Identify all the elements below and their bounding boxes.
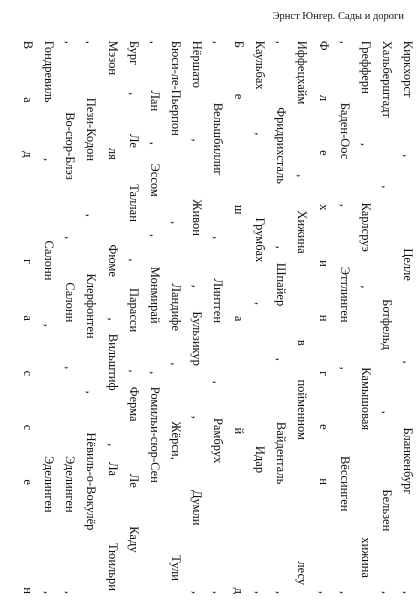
place-name-token: Грефферн: [358, 40, 373, 94]
place-name-token: ,: [42, 157, 57, 162]
place-name-token: а: [232, 315, 247, 322]
place-name-token: ,: [379, 590, 394, 594]
text-line: [335, 38, 355, 596]
place-name-token: Парасси: [126, 287, 141, 333]
rotated-text-block: [8, 38, 418, 596]
place-name-token: Ботфельд: [379, 299, 394, 350]
place-name-token: Каду: [126, 526, 141, 553]
place-name-token: лесу: [295, 561, 310, 586]
place-name-token: ,: [84, 390, 99, 394]
place-name-token: Тюильри: [105, 542, 120, 591]
place-name-token: н: [21, 587, 36, 594]
place-name-token: Вильштиф: [105, 333, 120, 391]
place-name-token: Бланкенбург: [401, 427, 415, 495]
text-line: [187, 38, 207, 596]
place-name-token: с: [21, 424, 36, 431]
place-name-token: ,: [147, 371, 162, 375]
place-name-token: Ф: [316, 40, 331, 51]
place-name-token: Каульбах: [253, 40, 268, 90]
place-name-token: ,: [42, 590, 57, 594]
place-name-token: Монмирай: [147, 266, 162, 324]
text-line: [18, 38, 38, 596]
place-name-token: хижина: [358, 537, 373, 578]
text-line: [271, 38, 291, 596]
place-name-token: ,: [211, 590, 226, 594]
place-name-token: Эделинген: [42, 455, 57, 513]
place-name-token: Тули: [168, 555, 183, 581]
place-name-token: Бург: [126, 40, 141, 66]
place-name-token: ,: [126, 92, 141, 96]
place-name-token: Ла: [105, 462, 120, 477]
place-name-token: е: [21, 479, 36, 485]
place-name-token: Эттлинген: [337, 266, 352, 323]
place-name-token: ,: [211, 40, 226, 44]
place-name-token: Пези-Кодон: [84, 97, 99, 162]
text-line: [356, 38, 376, 596]
place-name-token: х: [316, 204, 331, 211]
place-name-token: Бюси-ле-Пьерпон: [168, 40, 183, 136]
place-name-token: ,: [168, 362, 183, 366]
place-name-token: ш: [232, 204, 247, 215]
text-line: [103, 38, 123, 596]
place-name-token: е: [232, 93, 247, 100]
place-name-token: ,: [63, 40, 78, 44]
place-name-token: ,: [274, 245, 289, 249]
place-name-token: Фюме: [105, 244, 120, 277]
place-name-token: ля: [105, 147, 120, 160]
place-name-token: л: [316, 94, 331, 102]
place-name-token: ,: [147, 141, 162, 145]
place-name-token: а: [21, 315, 36, 321]
place-name-token: Шпайер: [274, 262, 289, 307]
place-name-token: д: [232, 587, 247, 594]
place-name-token: Фридрихсталь: [274, 107, 289, 184]
text-line: [293, 38, 313, 596]
place-name-token: ,: [84, 213, 99, 217]
text-line: [229, 38, 249, 596]
place-name-token: Рамбрух: [211, 417, 226, 464]
place-name-token: ,: [190, 590, 204, 594]
place-name-token: ,: [401, 590, 415, 594]
place-name-token: Салонн: [42, 240, 57, 281]
place-name-token: Вайденталь: [274, 421, 289, 485]
place-name-token: ,: [401, 154, 415, 158]
place-name-token: Линтген: [211, 278, 226, 324]
place-name-token: ,: [211, 236, 226, 240]
place-name-token: ,: [63, 590, 78, 594]
place-name-token: ,: [253, 301, 268, 306]
place-name-token: н: [316, 478, 331, 485]
place-name-token: Клерфонтен: [84, 273, 99, 339]
place-name-token: Во-сюр-Блэз: [63, 112, 78, 180]
place-name-token: ,: [42, 323, 57, 327]
place-name-token: ,: [337, 40, 352, 44]
place-name-token: ,: [168, 221, 183, 225]
text-line: [124, 38, 144, 596]
place-name-token: ,: [337, 590, 352, 594]
place-name-token: ,: [126, 369, 141, 373]
place-name-token: Киркхорст: [401, 40, 415, 98]
place-name-token: ,: [274, 40, 289, 44]
place-name-token: а: [21, 97, 36, 103]
place-name-token: г: [21, 258, 36, 265]
place-name-token: ,: [63, 236, 78, 240]
place-name-token: Ле: [126, 473, 141, 488]
place-name-token: ,: [253, 132, 268, 136]
place-name-token: ,: [147, 233, 162, 237]
place-name-token: Лан: [147, 90, 162, 112]
place-name-token: е: [316, 424, 331, 430]
place-name-token: Грумбах: [253, 217, 268, 263]
place-name-token: ,: [253, 590, 268, 594]
place-name-token: д: [21, 151, 36, 158]
text-line: [60, 38, 80, 596]
text-line: [377, 38, 397, 596]
place-name-token: ,: [358, 142, 373, 147]
place-name-token: Идар: [253, 445, 268, 474]
place-name-token: ,: [190, 138, 204, 142]
place-name-token: Таллан: [126, 184, 141, 222]
place-name-token: ,: [316, 590, 331, 594]
place-name-token: в: [295, 339, 310, 346]
place-name-token: Бельзен: [379, 489, 394, 532]
place-name-token: Ландифе: [168, 283, 183, 331]
place-name-token: Хижина: [295, 210, 310, 254]
place-name-token: В: [21, 40, 36, 50]
place-name-token: г: [316, 371, 331, 377]
running-head: Эрнст Юнгер. Сады и дороги: [272, 11, 404, 22]
place-name-token: Нёршато: [190, 40, 204, 89]
text-line: [250, 38, 270, 596]
place-name-token: Ромильи-сюр-Сен: [147, 386, 162, 483]
place-name-token: ,: [274, 357, 289, 361]
place-name-token: Вельшбиллиг: [211, 102, 226, 176]
place-name-token: Живон: [190, 199, 204, 236]
place-name-token: Думли: [190, 489, 204, 526]
text-line: [82, 38, 102, 596]
text-line: [314, 38, 334, 596]
place-name-token: Вёссинген: [337, 455, 352, 512]
place-name-token: н: [316, 314, 331, 322]
place-name-token: ,: [105, 443, 120, 447]
place-name-token: Салонн: [63, 282, 78, 323]
place-name-token: Гондревиль: [42, 40, 57, 103]
place-name-token: Ле: [126, 133, 141, 148]
place-name-token: Нёвиль-о-Вокулёр: [84, 432, 99, 531]
place-name-token: ,: [295, 174, 310, 178]
place-name-token: Б: [232, 40, 247, 48]
place-name-token: и: [316, 260, 331, 267]
place-name-token: Бульзикур: [190, 311, 204, 366]
place-name-token: Баден-Оос: [337, 102, 352, 160]
place-name-token: ,: [84, 40, 99, 44]
place-name-token: ,: [337, 366, 352, 370]
text-line: [398, 38, 418, 596]
place-name-token: Целле: [401, 248, 415, 281]
place-name-token: Эссом: [147, 163, 162, 197]
place-name-token: Жёрси,: [168, 421, 183, 460]
place-name-token: пойменном: [295, 379, 310, 440]
place-name-token: ,: [337, 203, 352, 207]
place-name-token: Камышовая: [358, 367, 373, 431]
place-name-token: Ферма: [126, 386, 141, 422]
place-name-token: Мэзон: [105, 40, 120, 76]
place-name-token: ,: [379, 185, 394, 189]
place-name-token: с: [21, 370, 36, 377]
place-name-token: ,: [147, 40, 162, 44]
place-name-token: Карлсруэ: [358, 202, 373, 252]
place-name-token: й: [232, 427, 247, 435]
place-name-token: ,: [379, 410, 394, 414]
text-line: [166, 38, 186, 596]
place-name-token: ,: [401, 360, 415, 364]
place-name-token: ,: [274, 590, 289, 594]
place-name-token: ,: [190, 284, 204, 288]
text-line: [208, 38, 228, 596]
place-name-token: е: [316, 150, 331, 156]
place-name-token: ,: [105, 317, 120, 321]
place-name-token: Эделинген: [63, 455, 78, 513]
place-name-token: Хальберштадт: [379, 40, 394, 119]
place-name-token: ,: [211, 380, 226, 384]
place-name-token: ,: [358, 285, 373, 289]
text-line: [145, 38, 165, 596]
place-name-token: Иффецхайм: [295, 40, 310, 105]
text-line: [39, 38, 59, 596]
place-name-token: ,: [63, 366, 78, 370]
place-name-token: ,: [190, 415, 204, 419]
place-name-token: ,: [126, 258, 141, 262]
